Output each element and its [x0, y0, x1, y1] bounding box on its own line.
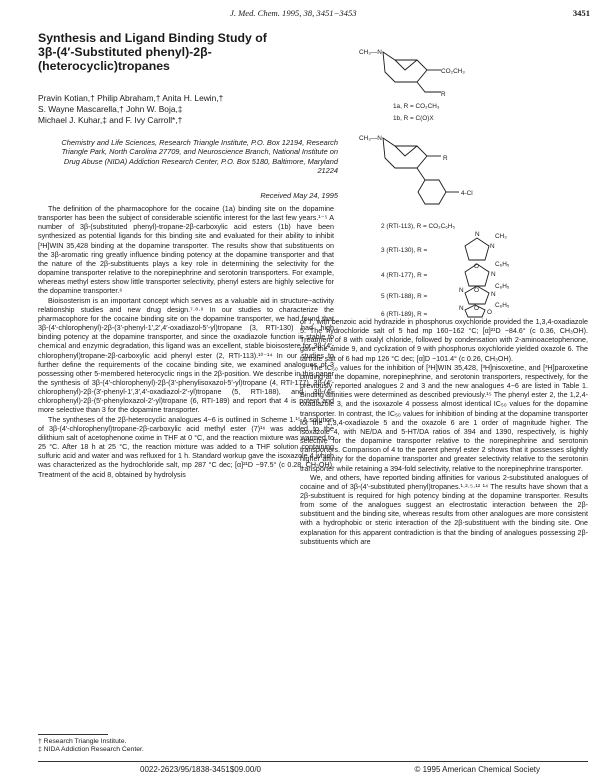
ring-atom-label: C₆H₅: [495, 261, 510, 268]
footer-rule: [38, 761, 588, 762]
title-line: Synthesis and Ligand Binding Study of: [38, 31, 267, 45]
author-line: Pravin Kotian,† Philip Abraham,† Anita H. Lewin,†: [38, 93, 224, 103]
n-methyl-label: CH₃—N: [359, 49, 382, 56]
body-paragraph: of 7, with benzoic acid hydrazide in phosphorus oxychloride provided the 1,3,4-oxadiazole 5. The hydrochloride salt of 5 had mp 160−162 °C; [α]²¹D −84.6° (c 0.36, CH₃OH). Treatment of 8 with oxalyl chloride, followed by condensation with 2-aminoacetophenone, gave the amide 9, and cyclization of 9 with phosphorus oxychloride yielded oxazole 6. The tartrate salt of 6 had mp 126 °C dec; [α]D −101.4° (c 0.26, CH₃OH).: [300, 318, 588, 363]
affiliation: Chemistry and Life Sciences, Research Triangle Institute, P.O. Box 12194, Research Triangle Park, North Carolina 27709, and Neuroscience Branch, National Institute on Drug Abuse (NIDA) Addiction Research Center, P.O. Box 5180, Baltimore, Maryland 21224: [61, 138, 338, 176]
ring-atom-label: N: [459, 305, 464, 312]
label-compound-6: 6 (RTI-189), R =: [381, 311, 428, 318]
ring-atom-label: O: [474, 305, 479, 312]
author-line: Michael J. Kuhar,‡ and F. Ivy Carroll*,†: [38, 115, 183, 125]
body-paragraph: Bioisosterism is an important concept which serves as a valuable aid in structure−activity relationship studies and new drug design.⁷·⁸·⁹ In our studies to characterize the pharmacophore for the cocaine binding site on the dopamine transporter, we had found that 3β-(4′-chlorophenyl)-2β-(3′-phenyl-1′,2′,4′-oxadiazol-5′-yl)tropane (3, RTI-130) had high binding potency at the dopamine transporter, and since the oxadiazole function is stable to chemical and enzymic degradation, this ligand was an excellent, stable bioisostere for 3β-(4′-chlorophenyl)tropane-2β-carboxylic acid phenyl ester (2, RTI-113).¹⁰⁻¹⁴ In our studies to further define the requirements of the cocaine binding site, we examined analogues of 3 possessing other 5-membered heterocyclic rings in the 2β-position. We describe in this paper the synthesis of 3β-(4′-chlorophenyl)-2β-(3′-phenylisoxazol-5′-yl)tropane (4, RTI-177), 3β-(4′-chlorophenyl)-2β-(3′-phenyl-1′,3′,4′-oxadiazol-2′-yl)tropane (5, RTI-188), and 3β-(4′-chlorophenyl)-2β-(5′-phenyloxazol-2′-yl)tropane (6, RTI-189) and report that 4 is potent and more selective than 3 for the dopamine transporter.: [38, 296, 334, 415]
ring-atom-label: O: [474, 263, 479, 270]
page-number: 3451: [572, 8, 590, 18]
title-line: 3β-(4′-Substituted phenyl)-2β-: [38, 45, 212, 59]
body-paragraph: We, and others, have reported binding affinities for various 2-substituted analogues of cocaine and of 3β-(4′-substituted phenyl)tropanes.¹·²·⁵·¹² ¹⁴ The results have shown that a 2β-substituent is required for high potency binding at the dopamine transporter. Results from some of the analogues suggest an electrostatic interaction between the 2β-substituent and the binding site, whereas results from other analogues are more consistent with a hydrophobic or steric interaction of the 2β-substituent with the binding site. One explanation for this apparent contradiction is that the binding of analogues possessing 2β-substituents which are: [300, 473, 588, 546]
label-compound-3: 3 (RTI-130), R =: [381, 247, 428, 254]
author-list: [38, 93, 338, 126]
doi-code: 0022-2623/95/1838-3451$09.00/0: [140, 765, 261, 774]
received-date: Received May 24, 1995: [260, 191, 338, 200]
ring-atom-label: N: [491, 271, 496, 278]
footnote: ‡ NIDA Addiction Research Center.: [38, 746, 144, 753]
ring-atom-label: O: [487, 309, 492, 316]
ring-atom-label: CH₃: [495, 233, 507, 240]
ring-atom-label: C₆H₅: [495, 302, 510, 309]
body-paragraph: The syntheses of the 2β-heterocyclic analogues 4−6 is outlined in Scheme 1.¹⁵ A solution of 3β-(4′-chlorophenyl)tropane-2β-carboxylic acid methyl ester (7)¹⁶ was added to the dilithium salt of acetophenone oxime in THF at 0 °C, and the reaction mixture was warmed to 25 °C. After 18 h at 25 °C, the reaction mixture was added to a THF solution containing sulfuric acid and water and was refluxed for 1 h. Standard workup gave the isoxazole 4 which was characterized as the hydrochloride salt, mp 287 °C dec; [α]²¹D −97.5° (c 0.28, CH₃OH). Treatment of the acid 8, obtained by hydrolysis: [38, 415, 334, 479]
tropane-structure-1: [359, 49, 465, 122]
label-1a: 1a, R = CO₂CH₃: [393, 103, 440, 110]
r-label: R: [441, 91, 446, 98]
copyright: © 1995 American Chemical Society: [414, 765, 540, 774]
ring-atom-label: N: [491, 291, 496, 298]
title-line: (heterocyclic)tropanes: [38, 59, 170, 73]
article-title: [38, 31, 338, 73]
left-column: [38, 205, 334, 480]
ring-atom-label: N: [475, 231, 480, 238]
footnote: † Research Triangle Institute.: [38, 738, 127, 745]
chloro-substituent: 4-Cl: [461, 190, 473, 197]
right-column: [300, 318, 588, 547]
n-methyl-label-2: CH₃—N: [359, 135, 382, 142]
ring-atom-label: N: [459, 287, 464, 294]
ring-atom-label: N: [490, 243, 495, 250]
body-paragraph: The definition of the pharmacophore for the cocaine (1a) binding site on the dopamine transporter has been the subject of considerable scientific interest for the last few years.¹⁻⁵ A number of 3β-(substituted phenyl)-tropane-2β-carboxylic acid esters (1b) have been synthesized as potential ligands for this binding site and evaluated for their ability to inhibit [³H]WIN 35,428 binding at the dopamine transporter. The results show that substituents on the 3β-aromatic ring greatly influence binding potency at the dopamine transporter and that the nature of the 2β-substituents plays a key role in determining the selectivity for the dopamine transporter relative to the norepinephrine and serotonin transporters. For example, whereas methyl esters show little transporter selectivity, phenyl esters are highly selective for the dopamine transporter.⁶: [38, 205, 334, 296]
footnote-rule: [38, 734, 108, 735]
running-header: [230, 8, 590, 18]
journal-citation: J. Med. Chem. 1995, 38, 3451−3453: [230, 8, 357, 18]
ring-atom-label: O: [474, 287, 479, 294]
author-line: S. Wayne Mascarella,† John W. Boja,‡: [38, 104, 183, 114]
body-paragraph: The IC₅₀ values for the inhibition of [³H]WIN 35,428, [³H]nisoxetine, and [³H]paroxetine binding at the dopamine, norepinephrine, and serotonin transporters, respectively, for the previously reported analogues 2 and 3 and the new analogues 4−6 are listed in Table 1. Binding affinities were determined as described previously.¹⁵ The phenyl ester 2, the 1,2,4-oxadiazole 3, and the isoxazole 4 possess almost identical IC₅₀ values for the dopamine transporter. In contrast, the IC₅₀ values for inhibition of binding at the dopamine transporter for the 1,3,4-oxadiazole 5 and the oxazole 6 are 1 order of magnitude higher. The isoxazole 4, with NE/DA and 5-HT/DA ratios of 394 and 1390, respectively, is highly selective for the dopamine transporter relative to the norepinephrine and serotonin transporters. Comparison of 4 to the parent phenyl ester 2 shows that it possesses slightly higher affinity for the dopamine transporter and greater selectivity relative to the serotonin transporter while retaining a 394-fold selectivity, relative to the norepinephrine transporter.: [300, 363, 588, 473]
r-label-2: R: [443, 155, 448, 162]
label-compound-5: 5 (RTI-188), R =: [381, 293, 428, 300]
footnotes: [38, 738, 334, 754]
label-compound-4: 4 (RTI-177), R =: [381, 272, 428, 279]
chemical-structures-figure: [355, 30, 590, 318]
ester-label: CO₂CH₃: [441, 68, 465, 75]
tropane-structure-2: [359, 135, 473, 204]
ring-atom-label: C₆H₅: [495, 283, 510, 290]
footer: [140, 765, 540, 774]
label-compound-2: 2 (RTI-113), R = CO₂C₆H₅: [381, 223, 455, 230]
label-1b: 1b, R = C(O)X: [393, 115, 434, 122]
